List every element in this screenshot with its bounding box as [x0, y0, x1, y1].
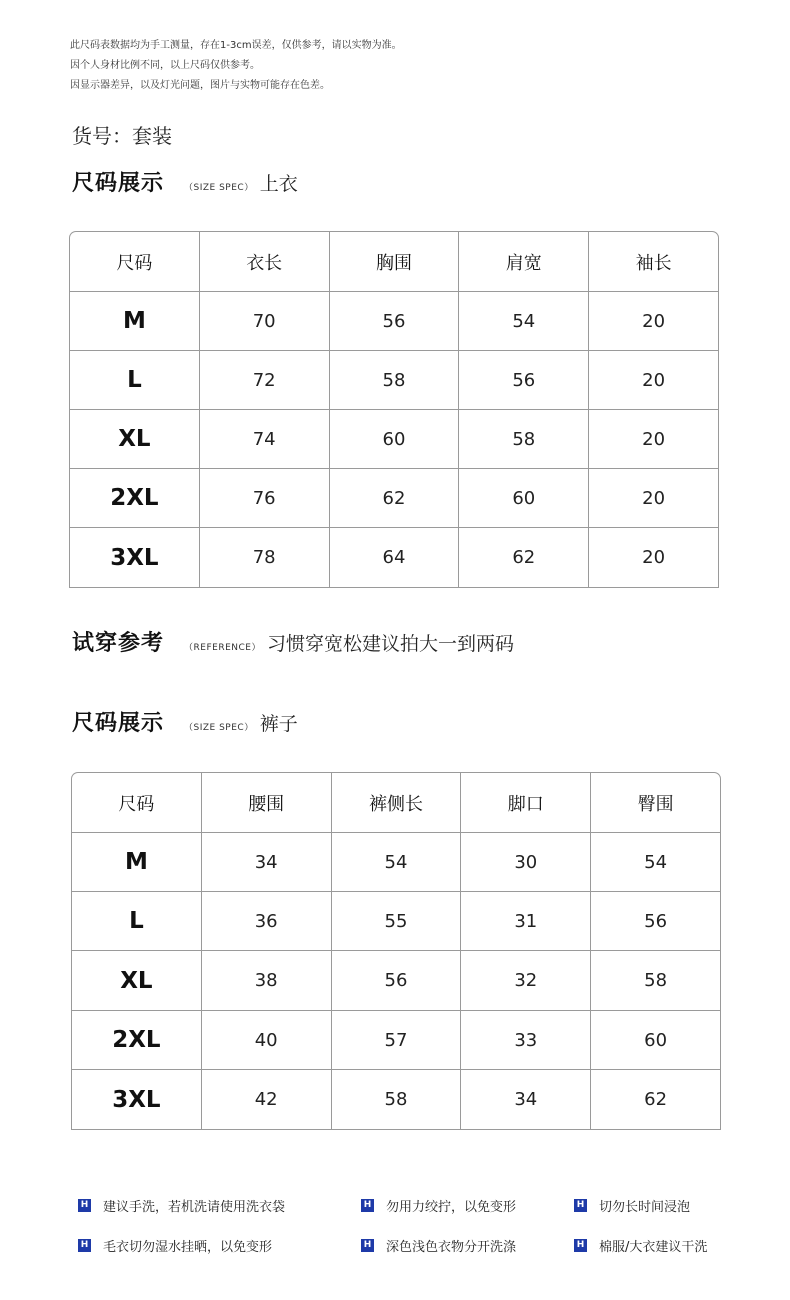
care-item [574, 1185, 738, 1225]
disclaimer-notes [70, 36, 402, 96]
care-text: 毛衣切勿湿水挂晒，以免变形 [103, 1239, 273, 1255]
measurement-cell: 58 [330, 351, 460, 409]
care-h-icon: H [574, 1199, 587, 1212]
column-header: 尺码 [72, 773, 202, 832]
column-header: 肩宽 [459, 232, 589, 291]
care-row [78, 1225, 738, 1265]
measurement-cell: 54 [644, 851, 668, 873]
measurement-cell: 34 [202, 833, 332, 891]
measurement-cell: 56 [644, 910, 668, 932]
measurement-cell: 31 [461, 892, 591, 950]
section-title: 试穿参考 [72, 631, 165, 656]
size-label-cell: M [72, 833, 202, 891]
table-row [72, 1070, 720, 1130]
size-label-cell: XL [72, 951, 202, 1010]
section-en-label: （SIZE SPEC） [184, 183, 254, 193]
care-text: 深色浅色衣物分开洗涤 [386, 1239, 517, 1255]
measurement-cell: 62 [459, 528, 589, 587]
measurement-cell: 30 [461, 833, 591, 891]
care-instructions [78, 1185, 738, 1265]
measurement-cell: 55 [332, 892, 462, 950]
column-header: 腰围 [202, 773, 332, 832]
measurement-cell: 72 [200, 351, 330, 409]
care-item [78, 1185, 361, 1225]
size-label-cell: L [72, 892, 202, 950]
size-label-cell: 2XL [72, 1011, 202, 1069]
table-row [72, 833, 720, 892]
size-label-cell: L [70, 351, 200, 409]
measurement-cell: 60 [330, 410, 460, 468]
measurement-cell: 20 [642, 547, 666, 568]
item-number: 货号：套装 [72, 124, 172, 148]
measurement-cell: 20 [642, 487, 666, 509]
table-row [72, 1011, 720, 1070]
reference-note: 习惯穿宽松建议拍大一到两码 [266, 633, 514, 655]
table-row [70, 292, 718, 351]
care-h-icon: H [78, 1239, 91, 1252]
pants-size-section-title [72, 706, 298, 737]
table-header-row [72, 773, 720, 833]
measurement-cell: 78 [200, 528, 330, 587]
care-text: 建议手洗，若机洗请使用洗衣袋 [103, 1199, 286, 1215]
care-text: 切勿长时间浸泡 [599, 1199, 691, 1215]
section-en-label: （REFERENCE） [184, 643, 261, 653]
table-row [70, 528, 718, 588]
measurement-cell: 56 [330, 292, 460, 350]
care-text: 棉服/大衣建议干洗 [599, 1239, 708, 1255]
section-subtitle: 裤子 [259, 713, 298, 735]
care-h-icon: H [574, 1239, 587, 1252]
care-h-icon: H [78, 1199, 91, 1212]
size-label-cell: 2XL [70, 469, 200, 527]
measurement-cell: 58 [459, 410, 589, 468]
measurement-cell: 60 [459, 469, 589, 527]
table-row [70, 410, 718, 469]
measurement-cell: 62 [644, 1089, 668, 1110]
measurement-cell: 54 [459, 292, 589, 350]
table-row [72, 892, 720, 951]
section-title: 尺码展示 [72, 171, 165, 196]
column-header: 尺码 [70, 232, 200, 291]
measurement-cell: 20 [642, 310, 666, 332]
measurement-cell: 56 [459, 351, 589, 409]
size-label-cell: 3XL [70, 528, 200, 587]
care-h-icon: H [361, 1239, 374, 1252]
measurement-cell: 36 [202, 892, 332, 950]
column-header: 袖长 [635, 252, 672, 274]
measurement-cell: 54 [332, 833, 462, 891]
size-label-cell: 3XL [72, 1070, 202, 1129]
column-header: 裤侧长 [332, 773, 462, 832]
note-line: 此尺码表数据均为手工测量，存在1-3cm误差，仅供参考，请以实物为准。 [70, 40, 402, 51]
column-header: 胸围 [330, 232, 460, 291]
column-header: 脚口 [461, 773, 591, 832]
care-item [361, 1185, 574, 1225]
note-line: 因个人身材比例不同，以上尺码仅供参考。 [70, 60, 260, 71]
table-row [70, 351, 718, 410]
measurement-cell: 76 [200, 469, 330, 527]
care-row [78, 1185, 738, 1225]
measurement-cell: 62 [330, 469, 460, 527]
measurement-cell: 64 [330, 528, 460, 587]
measurement-cell: 34 [461, 1070, 591, 1129]
measurement-cell: 70 [200, 292, 330, 350]
table-row [72, 951, 720, 1011]
reference-section-title [72, 626, 514, 657]
size-label-cell: M [70, 292, 200, 350]
column-header: 衣长 [200, 232, 330, 291]
measurement-cell: 56 [332, 951, 462, 1010]
care-item [574, 1225, 738, 1265]
measurement-cell: 40 [202, 1011, 332, 1069]
size-label-cell: XL [70, 410, 200, 468]
measurement-cell: 74 [200, 410, 330, 468]
pants-size-table [71, 772, 721, 1130]
measurement-cell: 58 [332, 1070, 462, 1129]
care-text: 勿用力绞拧，以免变形 [386, 1199, 517, 1215]
measurement-cell: 20 [642, 428, 666, 450]
measurement-cell: 58 [644, 970, 668, 991]
care-item [78, 1225, 361, 1265]
top-size-table [69, 231, 719, 588]
section-title: 尺码展示 [72, 711, 165, 736]
measurement-cell: 33 [461, 1011, 591, 1069]
table-row [70, 469, 718, 528]
column-header: 臀围 [637, 793, 674, 815]
measurement-cell: 42 [202, 1070, 332, 1129]
care-h-icon: H [361, 1199, 374, 1212]
section-en-label: （SIZE SPEC） [184, 723, 254, 733]
measurement-cell: 32 [461, 951, 591, 1010]
section-subtitle: 上衣 [259, 173, 298, 195]
care-item [361, 1225, 574, 1265]
table-header-row [70, 232, 718, 292]
measurement-cell: 57 [332, 1011, 462, 1069]
note-line: 因显示器差异，以及灯光问题，图片与实物可能存在色差。 [70, 80, 330, 91]
measurement-cell: 20 [642, 369, 666, 391]
measurement-cell: 60 [644, 1029, 668, 1051]
measurement-cell: 38 [202, 951, 332, 1010]
top-size-section-title [72, 166, 298, 197]
